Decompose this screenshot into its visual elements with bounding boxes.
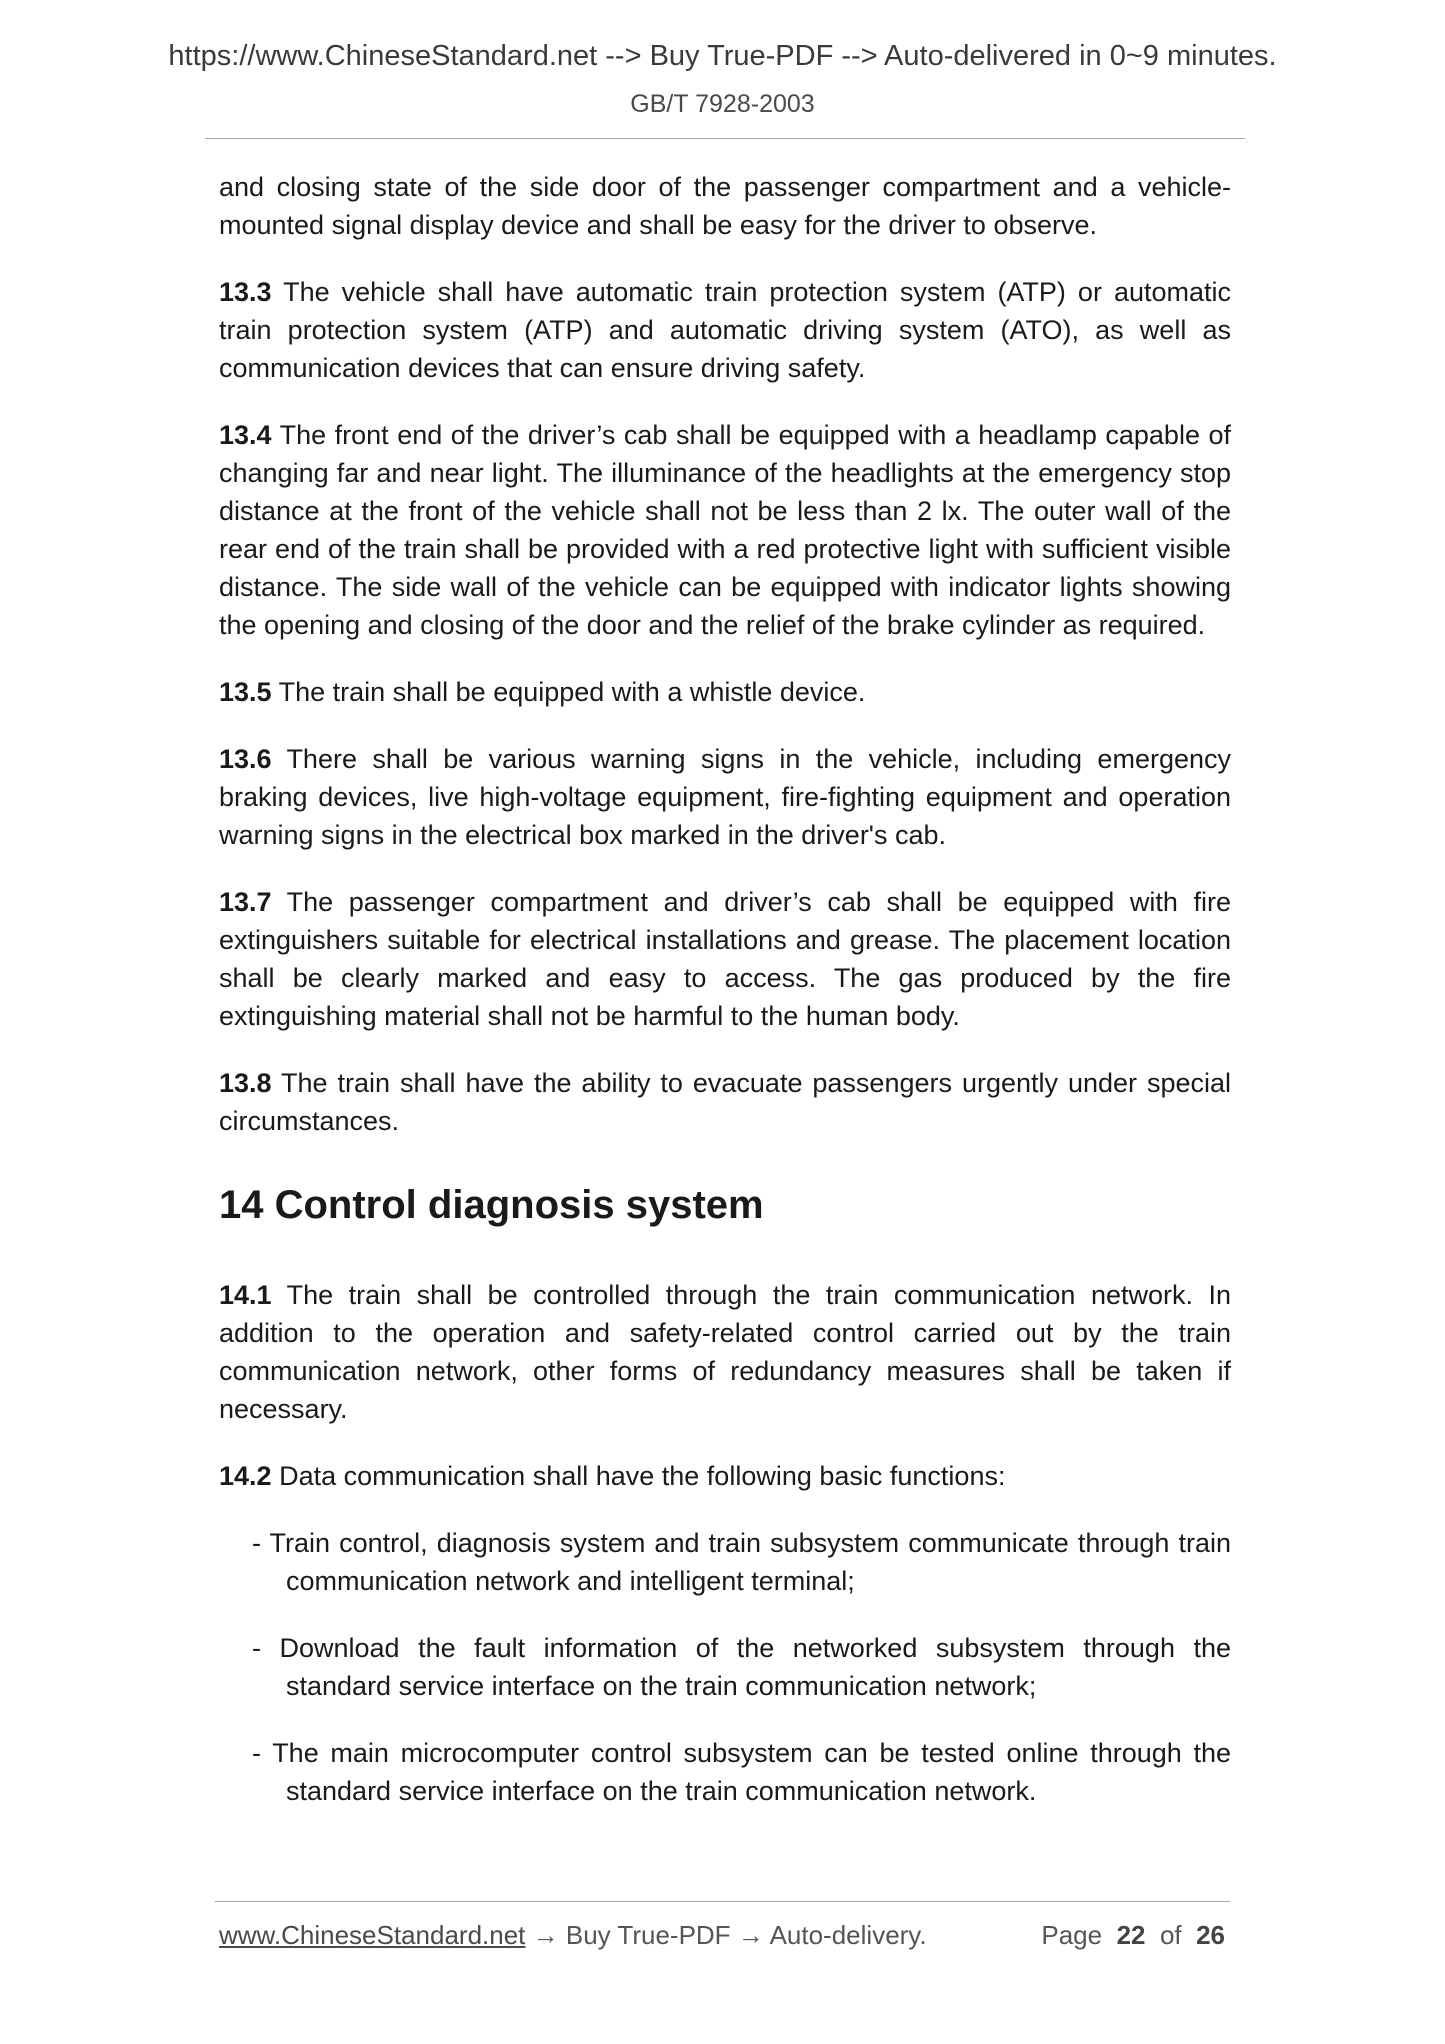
clause-text: The passenger compartment and driver’s cab shall be equipped with fire extinguishers suitable for electrical installations and grease. The placement location shall be clearly marked and easy to access. The gas produced by the fire extinguishing material shall not be harmful to the human body. <box>219 887 1231 1031</box>
clause-number: 13.3 <box>219 277 272 307</box>
header-standard-code: GB/T 7928-2003 <box>630 90 815 118</box>
clause-number: 13.7 <box>219 887 272 917</box>
clause-text: There shall be various warning signs in the vehicle, including emergency braking devices, live high-voltage equipment, fire-fighting equipment and operation warning signs in the electrical box marked in the driver's cab. <box>219 744 1231 850</box>
list-item: - The main microcomputer control subsystem can be tested online through the standard service interface on the train communication network. <box>252 1738 1231 1806</box>
clause-number: 14.1 <box>219 1280 272 1310</box>
footer-tagline: → Buy True-PDF → Auto-delivery. <box>525 1920 927 1950</box>
list-item: - Download the fault information of the networked subsystem through the standard service interface on the train communication network; <box>252 1633 1231 1701</box>
header-divider <box>205 138 1245 139</box>
list-item: - Train control, diagnosis system and train subsystem communicate through train communication network and intelligent terminal; <box>252 1528 1231 1596</box>
clause-text: Data communication shall have the following basic functions: <box>279 1461 1006 1491</box>
page-footer <box>219 1920 1231 1960</box>
page-of-label: of <box>1159 1920 1182 1950</box>
clause-number: 13.8 <box>219 1068 272 1098</box>
clause-text: The train shall be equipped with a whistle device. <box>278 677 866 707</box>
clause-number: 13.6 <box>219 744 272 774</box>
clause-text: The train shall have the ability to evacuate passengers urgently under special circumstances. <box>219 1068 1231 1136</box>
clause-14-1 <box>219 1276 1231 1428</box>
header-url-line: https://www.ChineseStandard.net --> Buy True-PDF --> Auto-delivered in 0~9 minutes. <box>168 40 1277 72</box>
page-label: Page <box>1041 1920 1103 1950</box>
continuation-paragraph: and closing state of the side door of the passenger compartment and a vehicle-mounted signal display device and shall be easy for the driver to observe. <box>219 172 1231 240</box>
section-heading: 14 Control diagnosis system <box>219 1183 764 1227</box>
document-body <box>219 168 1231 1839</box>
clause-13-7 <box>219 883 1231 1035</box>
page-total: 26 <box>1196 1920 1225 1950</box>
clause-13-4 <box>219 416 1231 644</box>
clause-13-6 <box>219 740 1231 854</box>
page-current: 22 <box>1116 1920 1146 1950</box>
page-indicator <box>1041 1920 1225 1951</box>
clause-13-5 <box>219 673 1231 711</box>
footer-site-link[interactable]: www.ChineseStandard.net <box>219 1920 526 1950</box>
clause-text: The vehicle shall have automatic train protection system (ATP) or automatic train protection system (ATP) and automatic driving system (ATO), as well as communication devices that can ensure driving safety. <box>219 277 1232 383</box>
clause-number: 13.4 <box>219 420 272 450</box>
clause-number: 13.5 <box>219 677 272 707</box>
clause-text: The train shall be controlled through the train communication network. In addition to the operation and safety-related control carried out by the train communication network, other forms of redundancy measures shall be taken if necessary. <box>219 1280 1231 1424</box>
clause-13-3 <box>219 273 1231 387</box>
clause-number: 14.2 <box>219 1461 272 1491</box>
footer-promo <box>219 1920 927 1951</box>
clause-13-8 <box>219 1064 1231 1140</box>
clause-14-2 <box>219 1457 1231 1495</box>
clause-text: The front end of the driver’s cab shall be equipped with a headlamp capable of changing far and near light. The illuminance of the headlights at the emergency stop distance at the front of the vehicle shall not be less than 2 lx. The outer wall of the rear end of the train shall be provided with a red protective light with sufficient visible distance. The side wall of the vehicle can be equipped with indicator lights showing the opening and closing of the door and the relief of the brake cylinder as required. <box>219 420 1232 640</box>
footer-divider <box>215 1901 1230 1902</box>
